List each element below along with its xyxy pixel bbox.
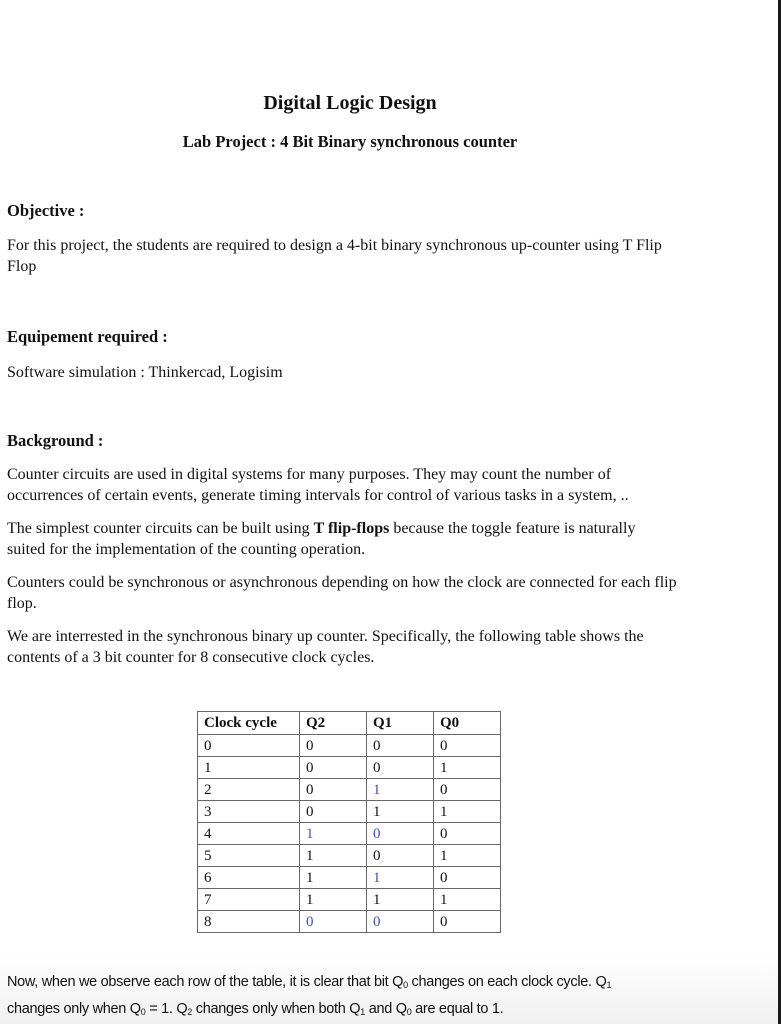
cell: 1 — [367, 801, 434, 823]
cell: 0 — [367, 845, 434, 867]
cell: 4 — [198, 823, 300, 845]
cell: 6 — [198, 867, 300, 889]
background-heading: Background : — [7, 431, 104, 450]
subscript: 1 — [360, 1007, 365, 1017]
document-subtitle: Lab Project : 4 Bit Binary synchronous counter — [182, 132, 518, 151]
text: The simplest counter circuits can be built using — [7, 520, 314, 537]
header-clock-cycle: Clock cycle — [198, 712, 300, 735]
cell: 0 — [198, 735, 300, 757]
objective-heading: Objective : — [7, 201, 85, 220]
header-q2: Q2 — [300, 712, 367, 735]
cell: 1 — [300, 889, 367, 911]
table-row — [198, 845, 501, 867]
background-paragraph-1: Counter circuits are used in digital systems for many purposes. They may count the number of occurrences of certain events, generate timing intervals for control of various tasks in a system, .. — [7, 466, 629, 504]
cell: 1 — [434, 757, 501, 779]
text: = 1. Q — [145, 1001, 188, 1017]
equipment-heading: Equipement required : — [7, 327, 168, 346]
cell: 1 — [434, 801, 501, 823]
text: because the toggle feature is naturally suited for the implementation of the counting operation. — [7, 520, 636, 558]
background-paragraph-4: We are interrested in the synchronous binary up counter. Specifically, the following table shows the contents of a 3 bit counter for 8 consecutive clock cycles. — [7, 628, 644, 666]
cell: 0 — [300, 801, 367, 823]
background-paragraph-3: Counters could be synchronous or asynchronous depending on how the clock are connected for each flip flop. — [7, 574, 677, 612]
table-row — [198, 757, 501, 779]
cell: 1 — [434, 845, 501, 867]
cell: 0 — [434, 779, 501, 801]
cell: 1 — [434, 889, 501, 911]
text: Now, when we observe each row of the table, it is clear that bit Q — [7, 974, 404, 990]
cell: 0 — [434, 867, 501, 889]
subscript: 1 — [606, 980, 612, 990]
cell: 0 — [434, 911, 501, 933]
cell-changed: 1 — [367, 867, 434, 889]
cell: 0 — [300, 757, 367, 779]
subscript: 2 — [187, 1007, 193, 1017]
cell: 1 — [300, 867, 367, 889]
cell: 0 — [300, 779, 367, 801]
header-q0: Q0 — [434, 712, 501, 735]
table-header-row — [198, 712, 501, 735]
cell-changed: 0 — [367, 911, 434, 933]
subscript: 0 — [406, 1007, 412, 1017]
cell-changed: 1 — [367, 779, 434, 801]
cell: 0 — [434, 735, 501, 757]
cell-changed: 0 — [300, 911, 367, 933]
objective-text: For this project, the students are required to design a 4-bit binary synchronous up-counter using T Flip Flop — [7, 237, 662, 275]
cell: 3 — [198, 801, 300, 823]
cell: 0 — [367, 735, 434, 757]
footer-explanation — [7, 970, 747, 1024]
document-title: Digital Logic Design — [263, 92, 437, 114]
cell: 8 — [198, 911, 300, 933]
cell-changed: 1 — [300, 823, 367, 845]
table-row — [198, 779, 501, 801]
text: changes only when Q — [7, 1001, 141, 1017]
background-paragraph-2 — [7, 518, 677, 560]
subscript: 0 — [140, 1007, 146, 1017]
text: and Q — [364, 1001, 407, 1017]
cell: 2 — [198, 779, 300, 801]
table-row — [198, 867, 501, 889]
cell: 0 — [434, 823, 501, 845]
cell-changed: 0 — [367, 823, 434, 845]
table-row — [198, 823, 501, 845]
table-row — [198, 889, 501, 911]
counter-table — [197, 711, 501, 933]
header-q1: Q1 — [367, 712, 434, 735]
cell: 0 — [300, 735, 367, 757]
subscript: 0 — [403, 980, 408, 990]
table-row — [198, 911, 501, 933]
table-row — [198, 801, 501, 823]
text: changes on each clock cycle. Q — [407, 974, 607, 990]
equipment-text: Software simulation : Thinkercad, Logisim — [7, 364, 283, 381]
cell: 5 — [198, 845, 300, 867]
cell: 7 — [198, 889, 300, 911]
emphasis: T flip-flops — [313, 520, 390, 537]
table-row — [198, 735, 501, 757]
text: are equal to 1. — [411, 1001, 504, 1017]
cell: 1 — [367, 889, 434, 911]
cell: 1 — [300, 845, 367, 867]
cell: 0 — [367, 757, 434, 779]
cell: 1 — [198, 757, 300, 779]
text: changes only when both Q — [192, 1001, 361, 1017]
